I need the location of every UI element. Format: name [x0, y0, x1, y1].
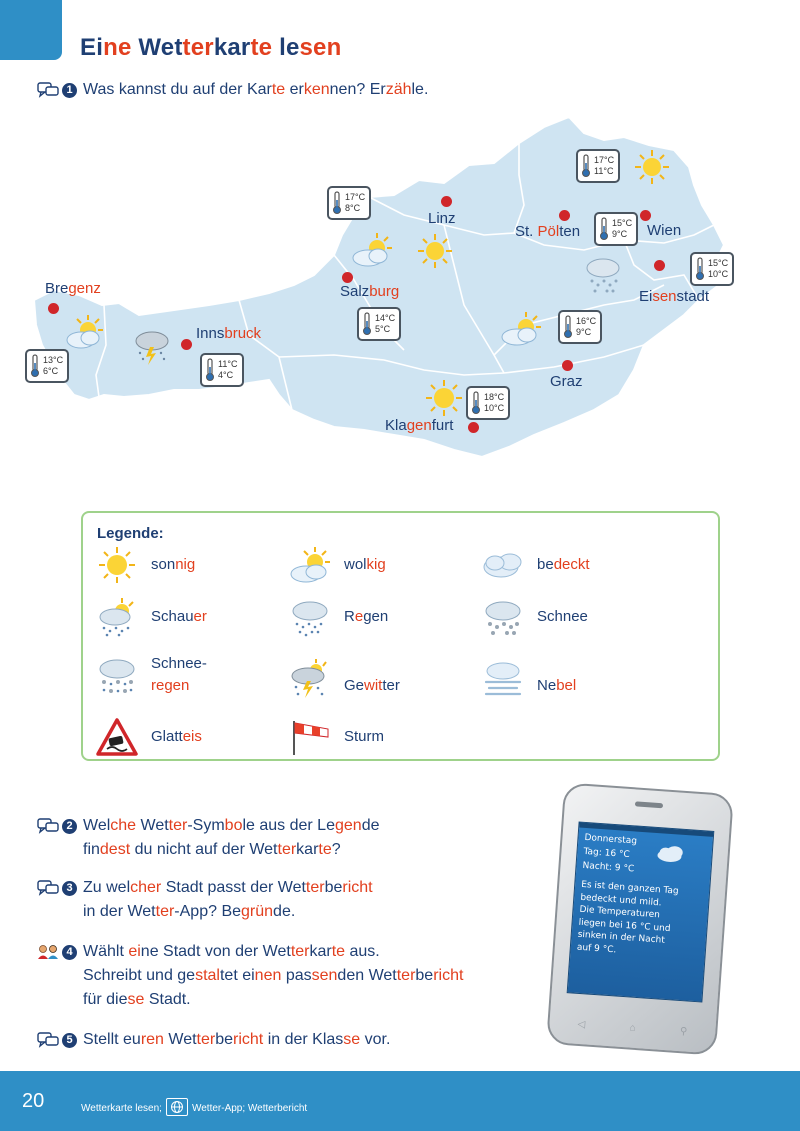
task-4-line-2: Schreibt und gestaltet einen passenden Wetterbericht	[83, 967, 464, 984]
phone-search-icon[interactable]: ⚲	[679, 1026, 688, 1038]
task-4-line-3: für diese Stadt.	[83, 991, 191, 1008]
thermometer-icon	[581, 154, 591, 178]
city-label-graz: Graz	[550, 373, 583, 390]
speech-bubbles-icon	[37, 82, 59, 98]
thermometer-eisenstadt: 15°C 10°C	[690, 252, 734, 286]
city-dot-st-poelten	[559, 210, 570, 221]
legend-label-sturm: Sturm	[344, 728, 385, 745]
cloud-icon	[655, 842, 686, 864]
legend-title: Legende:	[97, 525, 164, 542]
cloudy-sun-icon	[288, 545, 332, 585]
city-dot-eisenstadt	[654, 260, 665, 271]
task-2-line-2: findest du nicht auf der Wetterkarte?	[83, 841, 341, 858]
speech-bubbles-icon	[37, 818, 59, 834]
task-2	[37, 814, 379, 862]
thunderstorm-icon	[288, 658, 332, 698]
page-number: 20	[22, 1090, 45, 1112]
city-dot-bregenz	[48, 303, 59, 314]
legend-label-glatteis: Glatteis	[151, 728, 202, 745]
legend-label-regen: Regen	[344, 608, 389, 625]
task-2-line-1: Welche Wetter-Symbole aus der Legende	[83, 817, 380, 834]
task-4-line-1: Wählt eine Stadt von der Wetterkarte aus.	[83, 943, 380, 960]
sun-icon	[417, 233, 453, 269]
legend-label-gewitter: Gewitter	[344, 677, 400, 694]
legend-item-schneeregen	[95, 653, 207, 697]
thermometer-icon	[471, 391, 481, 415]
phone-day: Donnerstag	[584, 832, 638, 847]
legend-label-schnee: Schnee	[537, 608, 588, 625]
thermometer-icon	[695, 257, 705, 281]
task-3	[37, 876, 373, 924]
sun-icon	[425, 379, 463, 417]
city-dot-linz	[441, 196, 452, 207]
city-dot-klagenfurt	[468, 422, 479, 433]
legend-box	[81, 511, 720, 761]
city-label-bregenz: Bregenz	[45, 280, 101, 297]
thermometer-icon	[332, 191, 342, 215]
city-label-salzburg: Salzburg	[340, 283, 400, 300]
task-1	[37, 78, 428, 102]
weather-map	[24, 105, 740, 470]
city-dot-graz	[562, 360, 573, 371]
city-dot-wien	[640, 210, 651, 221]
overcast-cloud-icon	[481, 545, 525, 585]
task-number-badge: 5	[62, 1033, 77, 1048]
task-3-line-1: Zu welcher Stadt passt der Wetterbericht	[83, 879, 373, 896]
legend-label-nebel: Nebel	[537, 677, 577, 694]
legend-item-glatteis	[95, 717, 202, 757]
legend-item-gewitter	[288, 658, 400, 698]
cloudy-sun-icon	[351, 231, 393, 269]
phone-screen	[567, 821, 715, 1002]
thermometer-klagenfurt: 18°C 10°C	[466, 386, 510, 420]
legend-item-sturm	[288, 717, 384, 757]
task-1-text: Was kannst du auf der Karte erkennen? Erzähle.	[83, 81, 429, 98]
legend-label-schauer: Schauer	[151, 608, 207, 625]
city-label-innsbruck: Innsbruck	[196, 325, 262, 342]
legend-item-regen	[288, 597, 388, 637]
phone-home-icon[interactable]: ⌂	[629, 1022, 636, 1034]
thermometer-icon	[205, 358, 215, 382]
thermometer-innsbruck: 11°C 4°C	[200, 353, 244, 387]
thunderstorm-icon	[132, 327, 172, 367]
footer-text: Wetterkarte lesen; Wetter-App; Wetterbericht	[81, 1099, 307, 1117]
task-number-badge: 2	[62, 819, 77, 834]
partner-work-icon	[37, 944, 59, 960]
sun-icon	[95, 545, 139, 585]
thermometer-icon	[599, 217, 609, 241]
sun-icon	[634, 149, 670, 185]
task-4	[37, 940, 463, 1012]
fog-icon	[481, 658, 525, 698]
legend-item-bedeckt	[481, 545, 590, 585]
legend-item-schauer	[95, 597, 207, 637]
city-label-linz: Linz	[428, 210, 456, 227]
thermometer-icon	[362, 312, 372, 336]
cloudy-sun-icon	[500, 310, 542, 348]
phone-night-temp: Nacht: 9 °C	[582, 860, 635, 875]
legend-label-schneeregen: Schnee- regen	[151, 655, 207, 694]
city-label-st-poelten: St. Pölten	[515, 223, 581, 240]
legend-item-nebel	[481, 658, 576, 698]
phone-forecast-text: Es ist den ganzen Tag bedeckt und mild. Die Temperaturen liegen bei 16 °C und sinken in der Nacht auf 9 °C.	[576, 879, 679, 955]
city-dot-innsbruck	[181, 339, 192, 350]
speech-bubbles-icon	[37, 880, 59, 896]
thermometer-salzburg-north: 17°C 8°C	[327, 186, 371, 220]
corner-tab	[0, 0, 62, 60]
task-3-line-2: in der Wetter-App? Begründe.	[83, 903, 296, 920]
thermometer-bregenz: 13°C 6°C	[25, 349, 69, 383]
snow-icon	[481, 597, 525, 637]
snow-icon	[584, 255, 622, 295]
task-5	[37, 1028, 390, 1052]
rain-icon	[288, 597, 332, 637]
cloudy-sun-icon	[64, 313, 104, 351]
speech-bubbles-icon	[37, 1032, 59, 1048]
thermometer-icon	[30, 354, 40, 378]
legend-item-schnee	[481, 597, 588, 637]
city-label-klagenfurt: Klagenfurt	[385, 417, 454, 434]
phone-day-temp: Tag: 16 °C	[583, 846, 631, 861]
icy-road-warning-icon	[95, 717, 139, 757]
sleet-icon	[95, 655, 139, 695]
page-title: Eine Wetterkarte lesen	[80, 34, 342, 61]
task-number-badge: 1	[62, 83, 77, 98]
legend-label-bedeckt: bedeckt	[537, 556, 590, 573]
city-label-wien: Wien	[647, 222, 682, 239]
web-link-icon	[166, 1098, 188, 1116]
thermometer-graz: 16°C 9°C	[558, 310, 602, 344]
shower-icon	[95, 597, 139, 637]
city-label-eisenstadt: Eisenstadt	[639, 288, 710, 305]
task-number-badge: 4	[62, 945, 77, 960]
city-dot-salzburg	[342, 272, 353, 283]
thermometer-salzburg: 14°C 5°C	[357, 307, 401, 341]
legend-item-sonnig	[95, 545, 195, 585]
phone-back-icon[interactable]: ◁	[577, 1018, 586, 1031]
task-number-badge: 3	[62, 881, 77, 896]
thermometer-icon	[563, 315, 573, 339]
windsock-icon	[288, 717, 332, 757]
thermometer-st-poelten: 15°C 9°C	[594, 212, 638, 246]
task-5-text: Stellt euren Wetterbericht in der Klasse vor.	[83, 1031, 391, 1048]
legend-label-sonnig: sonnig	[151, 556, 196, 573]
legend-item-wolkig	[288, 545, 386, 585]
weather-app-phone	[546, 782, 734, 1055]
legend-label-wolkig: wolkig	[344, 556, 386, 573]
thermometer-linz: 17°C 11°C	[576, 149, 620, 183]
